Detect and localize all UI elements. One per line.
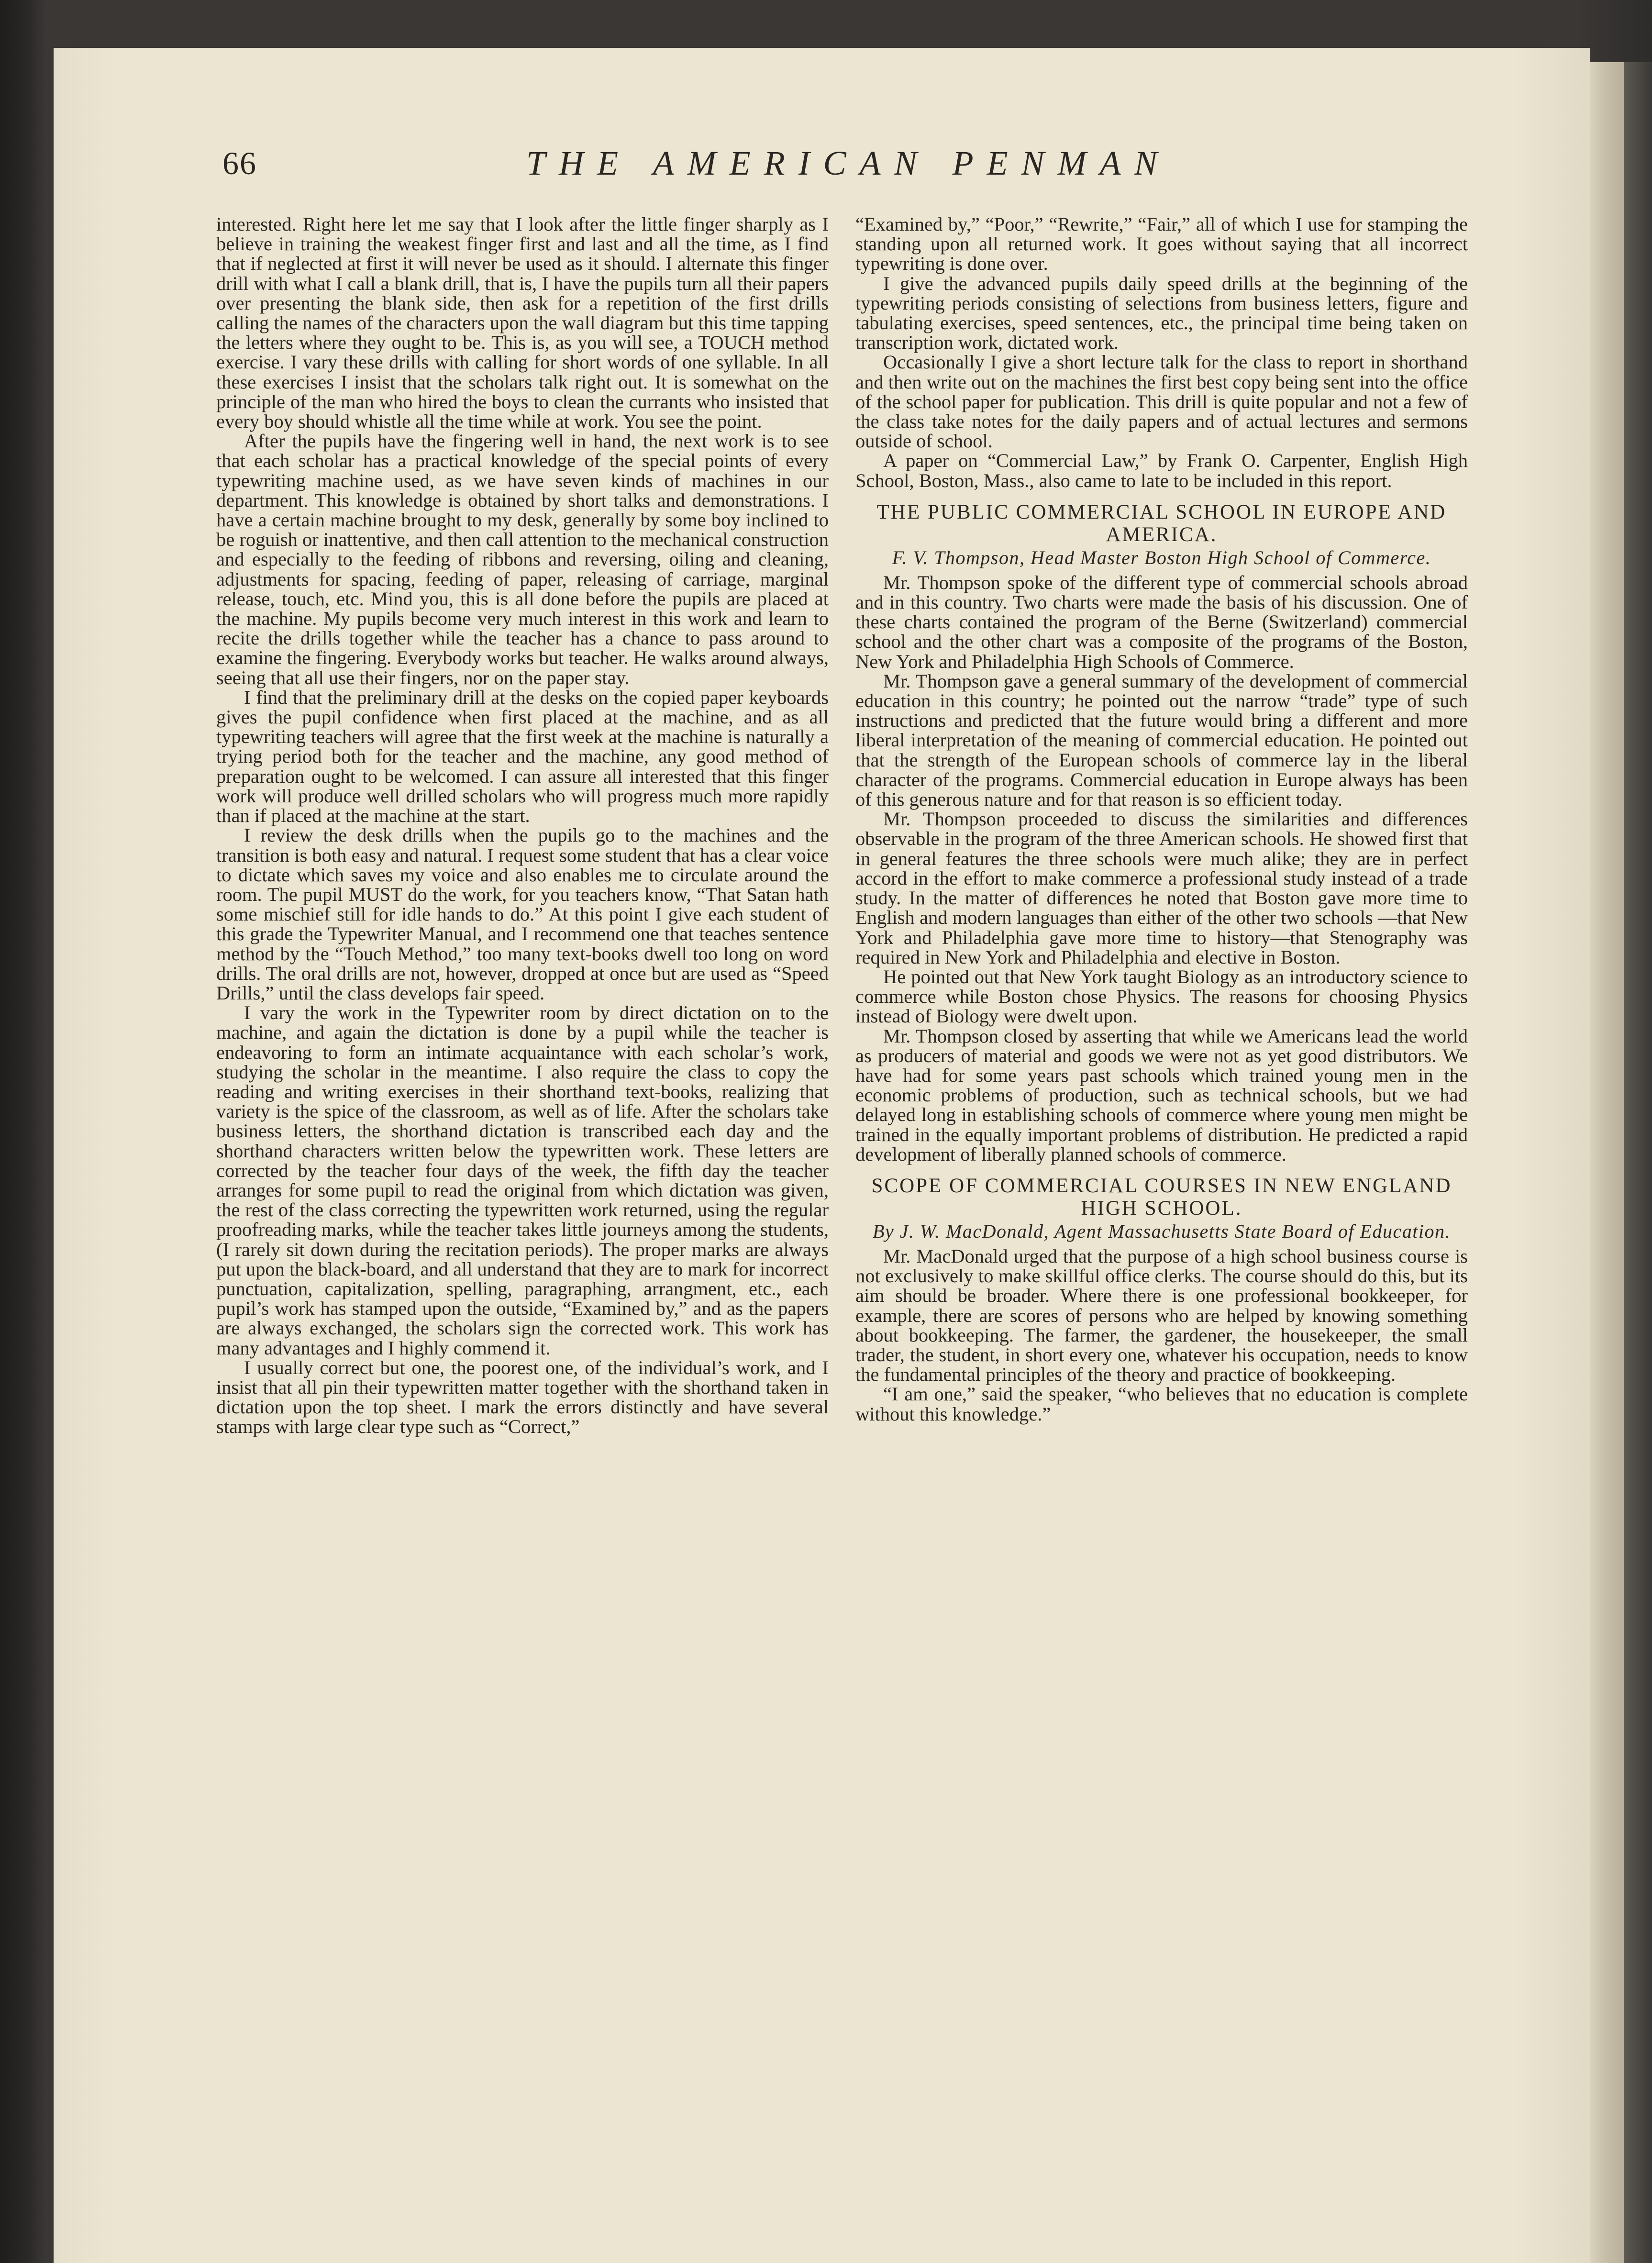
paragraph: I review the desk drills when the pupils go to the machines and the transition is both easy and natural. I request some student that has a clear voice to dictate which saves my voice and also enables me to circulate around the room. The pupil MUST do the work, for you teachers know, “That Satan hath some mischief still for idle hands to do.” At this point I give each student of this grade the Typewriter Manual, and I recommend one that teaches sentence method by the “Touch Method,” too many text-books dwell too long on word drills. The oral drills are not, however, dropped at once but are used as “Speed Drills,” until the class develops fair speed. (216, 824, 829, 1004)
page-edge (1590, 62, 1624, 2263)
section-heading: THE PUBLIC COMMERCIAL SCHOOL IN EUROPE AND AMERICA. (876, 500, 1447, 546)
byline: By J. W. MacDonald, Agent Massachusetts State Board of Education. (872, 1220, 1451, 1242)
paragraph: interested. Right here let me say that I look after the little finger sharply as I believe in training the weakest finger first and last and all the time, as I find that if neglected at first it will never be used as it should. I alternate this finger drill with what I call a blank drill, that is, I have the pupils turn all their papers over presenting the blank side, then ask for a repetition of the first drills calling the names of the characters upon the wall diagram but this time tapping the letters where they ought to be. This is, as you will see, a TOUCH method exercise. I vary these drills with calling for short words of one syllable. In all these exercises I insist that the scholars talk right out. It is somewhat on the principle of the man who hired the boys to clean the currants who insisted that every boy should whistle all the time while at work. You see the point. (216, 213, 829, 433)
byline: F. V. Thompson, Head Master Boston High School of Commerce. (892, 546, 1431, 568)
paragraph: Mr. Thompson spoke of the different type of commercial schools abroad and in this country. Two charts were made the basis of his discussion. One of these charts contained the program of the Berne (Switzerland) commercial school and the other chart was a composite of the programs of the Boston, New York and Philadelphia High Schools of Commerce. (855, 571, 1468, 672)
paragraph: Mr. Thompson gave a general summary of the development of commercial education in this country; he pointed out the narrow “trade” type of such instructions and predicted that the future would bring a different and more liberal interpretation of the meaning of commercial education. He pointed out that the strength of the European schools of commerce lay in the liberal character of the programs. Commercial education in Europe always has been of this generous nature and for that reason is so efficient today. (855, 670, 1468, 810)
paragraph: I vary the work in the Typewriter room by direct dictation on to the machine, and again the dictation is done by a pupil while the teacher is endeavoring to form an intimate acquaintance with each scholar’s work, studying the scholar in the meantime. I also require the class to copy the reading and writing exercises in their shorthand text-books, realizing that variety is the spice of the classroom, as well as of life. After the scholars take business letters, the shorthand dictation is transcribed each day and the shorthand characters written below the typewritten work. These letters are corrected by the teacher four days of the week, the fifth day the teacher arranges for some pupil to read the original from which dictation was given, the rest of the class correcting the typewritten work returned, using the regular proofreading marks, while the teacher takes little journeys among the students, (I rarely sit down during the recitation periods). The proper marks are always put upon the black-board, and all understand that they are to mark for incorrect punctuation, capitalization, spelling, paragraphing, arrangment, etc., each pupil’s work has stamped upon the outside, “Examined by,” and as the papers are always exchanged, the scholars sign the corrected work. This work has many advantages and I highly commend it. (216, 1002, 829, 1359)
left-column (216, 214, 829, 1437)
paragraph: I give the advanced pupils daily speed drills at the beginning of the typewriting periods consisting of selections from business letters, figure and tabulating exercises, speed sentences, etc., the principal time being taken on transcription work, dictated work. (855, 272, 1468, 354)
running-head: THE AMERICAN PENMAN (526, 144, 1171, 182)
paragraph: After the pupils have the fingering well in hand, the next work is to see that each scholar has a practical knowledge of the special points of every typewriting machine used, as we have seven kinds of machines in our department. This knowledge is obtained by short talks and demonstrations. I have a certain machine brought to my desk, generally by some boy inclined to be roguish or inattentive, and then call attention to the mechanical construction and especially to the feeding of ribbons and reversing, oiling and cleaning, adjustments for spacing, feeding of paper, releasing of carriage, marginal release, touch, etc. Mind you, this is all done before the pupils are placed at the machine. My pupils become very much interest in this work and learn to recite the drills together while the teacher has a chance to pass around to examine the fingering. Everybody works but teacher. He walks around always, seeing that all use their fingers, nor on the paper stay. (216, 430, 829, 688)
paragraph: Mr. Thompson closed by asserting that while we Americans lead the world as producers of material and goods we were not as yet good distributors. We have had for some years past schools which trained young men in the economic problems of production, such as technical schools, but we had delayed long in establishing schools of commerce where young men might be trained in the equally important problems of distribution. He predicted a rapid development of liberally planned schools of commerce. (855, 1025, 1468, 1165)
right-column (855, 214, 1468, 1424)
paragraph: I usually correct but one, the poorest one, of the individual’s work, and I insist that all pin their typewritten matter together with the shorthand taken in dictation upon the top sheet. I mark the errors distinctly and have several stamps with large clear type such as “Correct,” (216, 1356, 829, 1438)
paragraph: I find that the preliminary drill at the desks on the copied paper keyboards gives the pupil confidence when first placed at the machine, and as all typewriting teachers will agree that the first week at the machine is naturally a trying period both for the teacher and the machine, any good method of preparation ought to be welcomed. I can assure all interested that this finger work will produce well drilled scholars who will progress much more rapidly than if placed at the machine at the start. (216, 686, 829, 827)
paragraph: He pointed out that New York taught Biology as an introductory science to commerce while Boston chose Physics. The reasons for choosing Physics instead of Biology were dwelt upon. (855, 965, 1468, 1027)
paragraph: “I am one,” said the speaker, “who believes that no education is complete without this knowledge.” (855, 1383, 1468, 1425)
paragraph: “Examined by,” “Poor,” “Rewrite,” “Fair,” all of which I use for stamping the standing upon all returned work. It goes without saying that all incorrect typewriting is done over. (855, 213, 1468, 275)
section-heading: SCOPE OF COMMERCIAL COURSES IN NEW ENGLAND HIGH SCHOOL. (871, 1174, 1452, 1220)
page-number: 66 (222, 145, 257, 181)
book-binding-edge (1624, 62, 1652, 2263)
paragraph: Occasionally I give a short lecture talk for the class to report in shorthand and then write out on the machines the first best copy being sent into the office of the school paper for publication. This drill is quite popular and not a few of the class take notes for the daily papers and of actual lectures and sermons outside of school. (855, 351, 1468, 452)
paragraph: A paper on “Commercial Law,” by Frank O. Carpenter, English High School, Boston, Mass., also came to late to be included in this report. (855, 450, 1468, 491)
paragraph: Mr. Thompson proceeded to discuss the similarities and differences observable in the program of the three American schools. He showed first that in general features the three schools were much alike; they are in perfect accord in the effort to make commerce a professional study instead of a trade study. In the matter of differences he noted that Boston gave more time to English and modern languages than either of the other two schools —that New York and Philadelphia gave more time to history—that Stenography was required in New York and Philadelphia and elective in Boston. (855, 808, 1468, 968)
paragraph: Mr. MacDonald urged that the purpose of a high school business course is not exclusively to make skillful office clerks. The course should do this, but its aim should be broader. Where there is one professional bookkeeper, for example, there are scores of persons who are helped by knowing something about bookkeeping. The farmer, the gardener, the housekeeper, the small trader, the student, in short every one, whatever his occupation, needs to know the fundamental principles of the theory and practice of bookkeeping. (855, 1245, 1468, 1386)
